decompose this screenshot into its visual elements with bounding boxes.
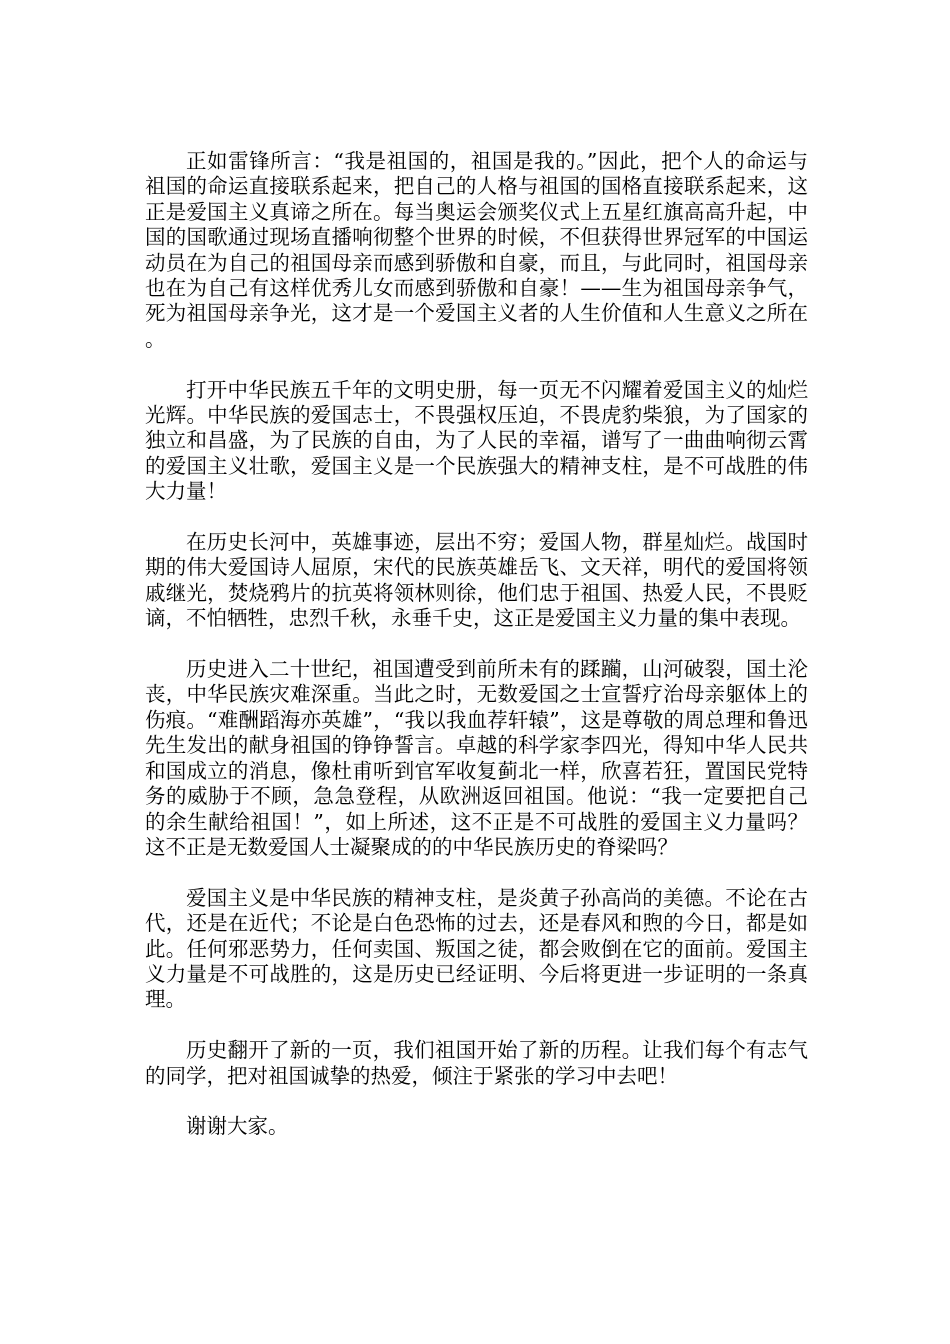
- paragraph-1: 正如雷锋所言：“我是祖国的，祖国是我的。”因此，把个人的命运与祖国的命运直接联系起来，把自己的人格与祖国的国格直接联系起来，这正是爱国主义真谛之所在。每当奥运会颁奖仪式上五星红旗高高升起，中国的国歌通过现场直播响彻整个世界的时候，不但获得世界冠军的中国运动员在为自己的祖国母亲而感到骄傲和自豪，而且，与此同时，祖国母亲也在为自己有这样优秀儿女而感到骄傲和自豪！——生为祖国母亲争气，死为祖国母亲争光，这才是一个爱国主义者的人生价值和人生意义之所在。: [145, 149, 808, 351]
- closing-line: 谢谢大家。: [186, 1114, 289, 1139]
- paragraph-6: 历史翻开了新的一页，我们祖国开始了新的历程。让我们每个有志气的同学，把对祖国诚挚的热爱，倾注于紧张的学习中去吧！: [145, 1038, 808, 1088]
- paragraph-4: 历史进入二十世纪，祖国遭受到前所未有的蹂躏，山河破裂，国土沦丧，中华民族灾难深重。当此之时，无数爱国之士宣誓疗治母亲躯体上的伤痕。“难酬蹈海亦英雄”，“我以我血荐轩辕”，这是尊敬的周总理和鲁迅先生发出的献身祖国的铮铮誓言。卓越的科学家李四光，得知中华人民共和国成立的消息，像杜甫听到官军收复蓟北一样，欣喜若狂，置国民党特务的威胁于不顾，急急登程，从欧洲返回祖国。他说：“我一定要把自己的余生献给祖国！”，如上所述，这不正是不可战胜的爱国主义力量吗？这不正是无数爱国人士凝聚成的的中华民族历史的脊梁吗？: [145, 657, 808, 859]
- paragraph-5: 爱国主义是中华民族的精神支柱，是炎黄子孙高尚的美德。不论在古代，还是在近代；不论是白色恐怖的过去，还是春风和煦的今日，都是如此。任何邪恶势力，任何卖国、叛国之徒，都会败倒在它的面前。爱国主义力量是不可战胜的，这是历史已经证明、今后将更进一步证明的一条真理。: [145, 885, 808, 1012]
- paragraph-3: 在历史长河中，英雄事迹，层出不穷；爱国人物，群星灿烂。战国时期的伟大爱国诗人屈原，宋代的民族英雄岳飞、文天祥，明代的爱国将领戚继光，焚烧鸦片的抗英将领林则徐，他们忠于祖国、热爱人民，不畏贬谪，不怕牺牲，忠烈千秋，永垂千史，这正是爱国主义力量的集中表现。: [145, 530, 808, 631]
- speech-body: [145, 149, 808, 1140]
- paragraph-2: 打开中华民族五千年的文明史册，每一页无不闪耀着爱国主义的灿烂光辉。中华民族的爱国志士，不畏强权压迫，不畏虎豹柴狼，为了国家的独立和昌盛，为了民族的自由，为了人民的幸福，谱写了一曲曲响彻云霄的爱国主义壮歌，爱国主义是一个民族强大的精神支柱，是不可战胜的伟大力量！: [145, 377, 808, 504]
